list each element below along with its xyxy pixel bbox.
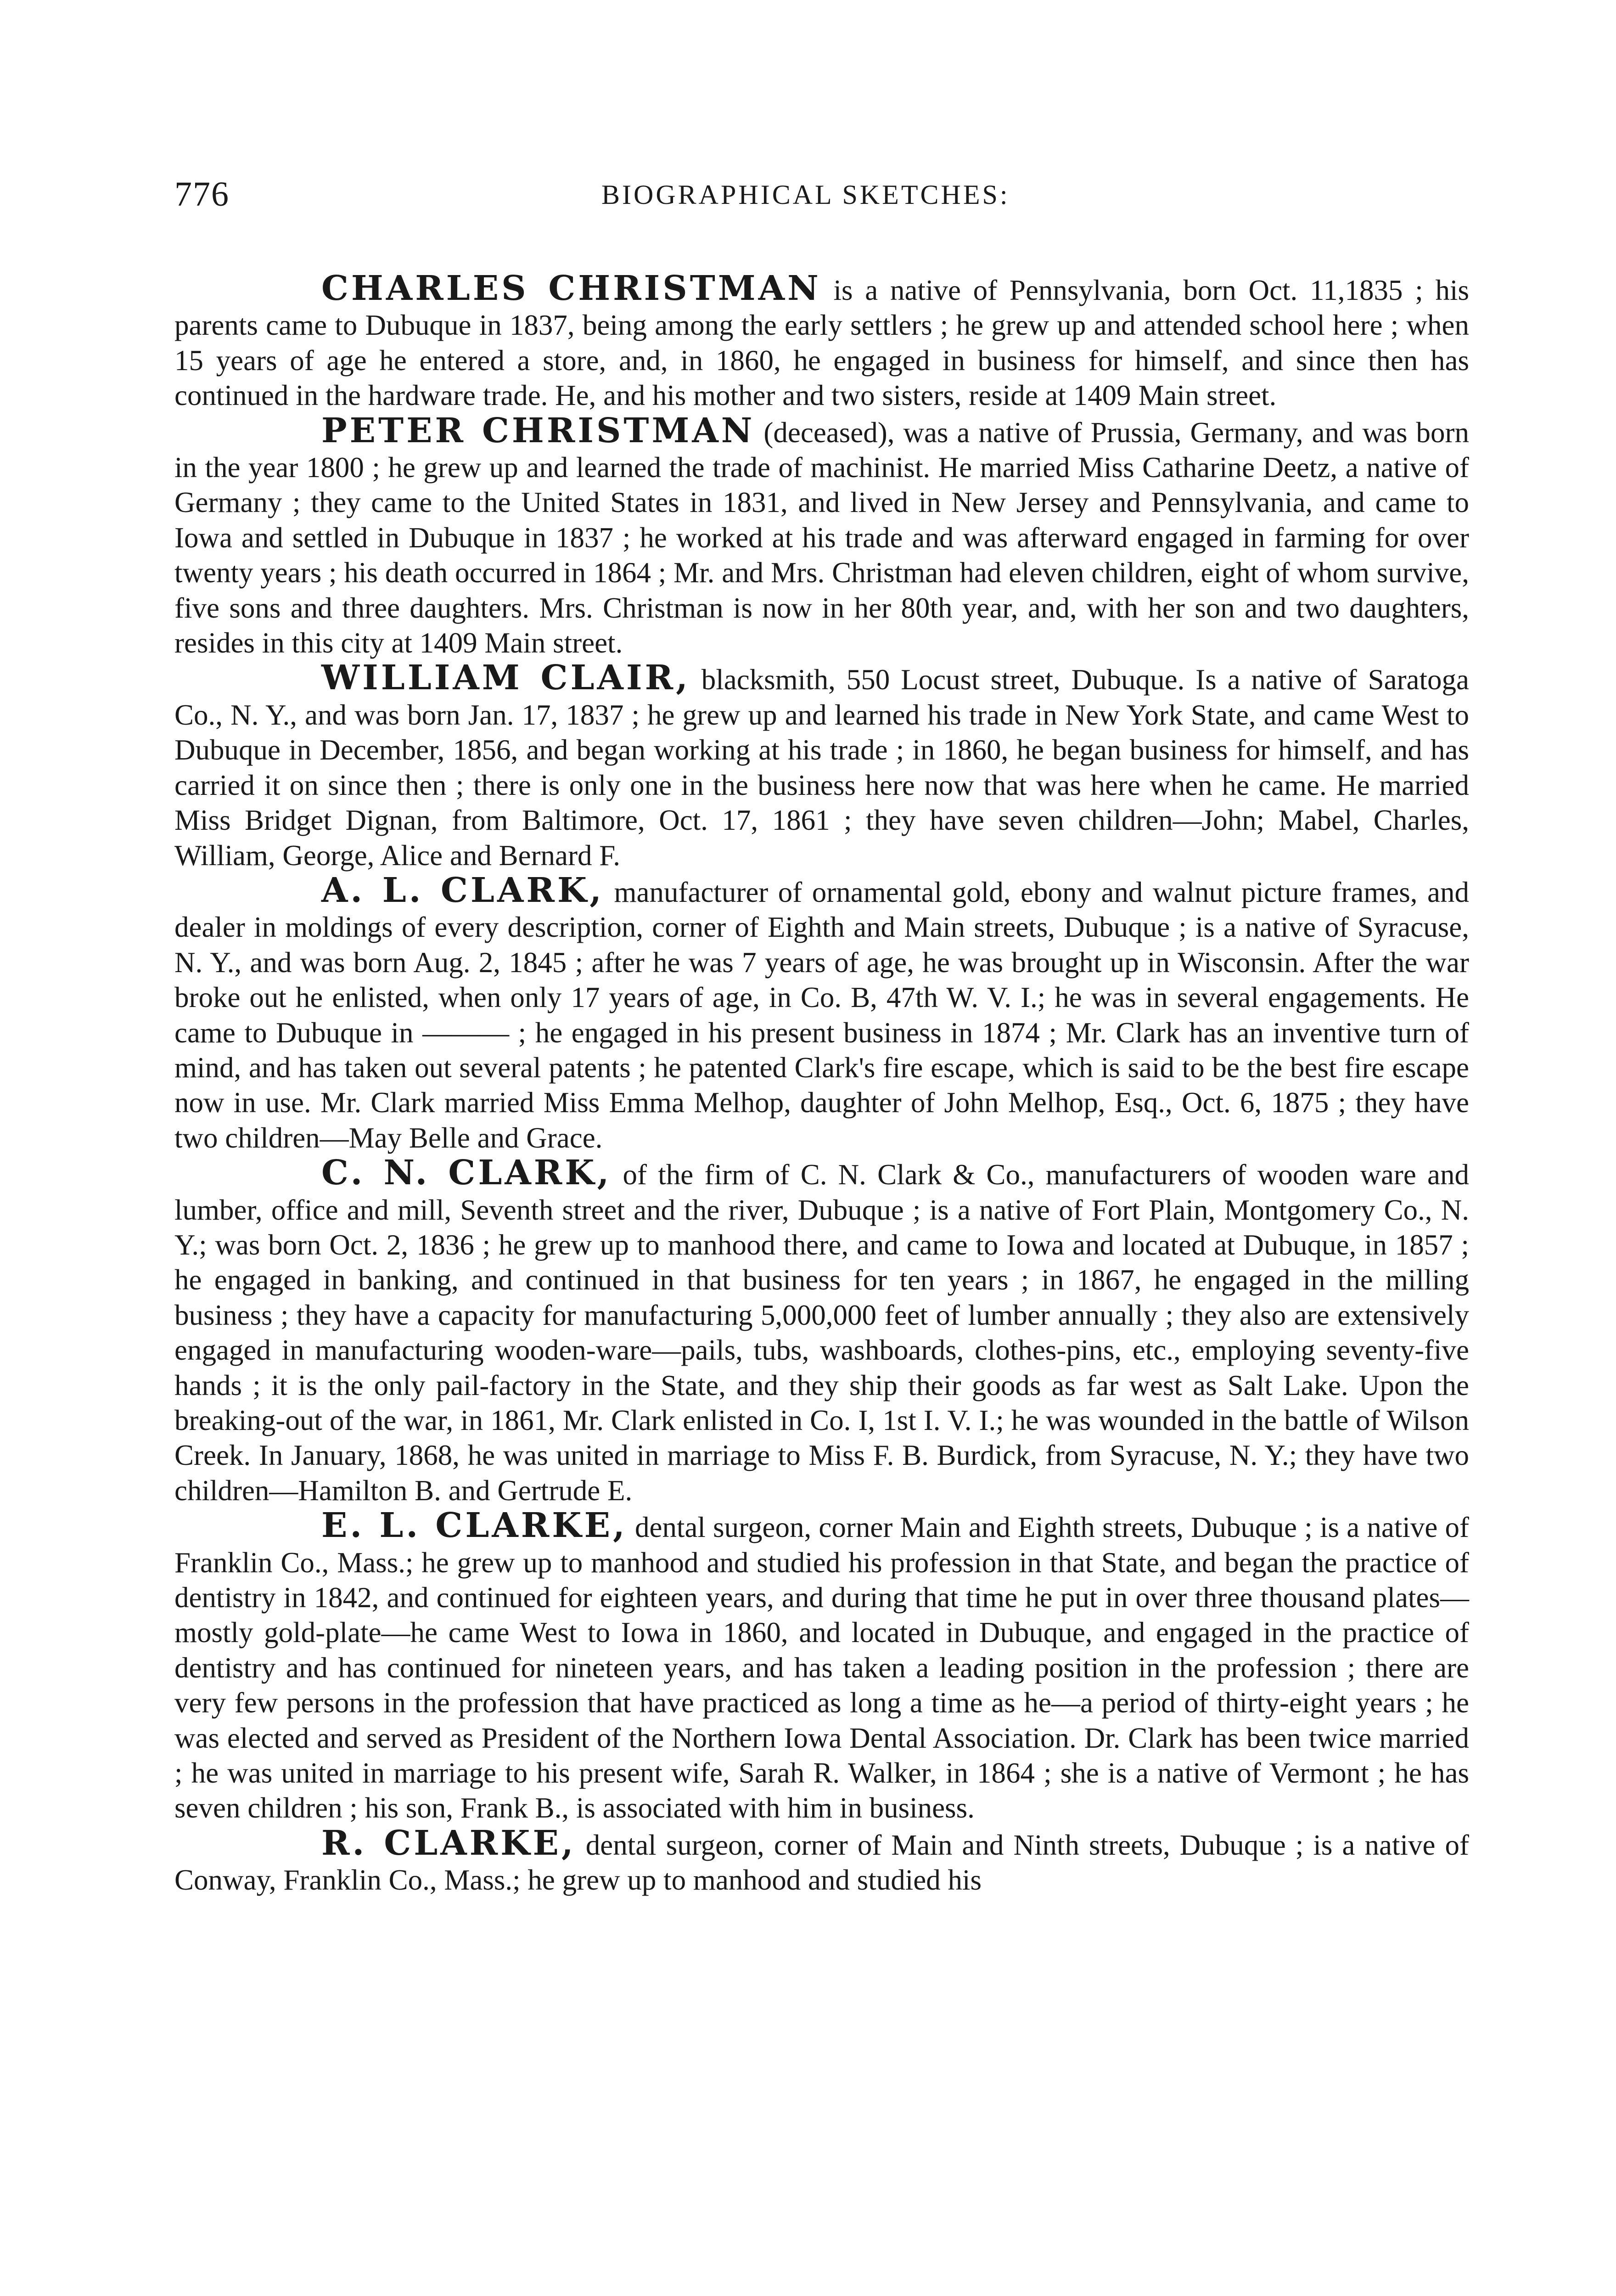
entry-name: CHARLES CHRISTMAN [321,269,821,308]
entry-text: (deceased), was a native of Prussia, Germany, and was born in the year 1800 ; he grew up and learned the trade of machinist. He married Miss Catharine Deetz, a native of Germany ; they came to the United States in 1831, and lived in New Jersey and Pennsylvania, and came to Iowa and settled in Dubuque in 1837 ; he worked at his trade and was afterward engaged in farming for over twenty years ; his death occurred in 1864 ; Mr. and Mrs. Christman had eleven children, eight of whom survive, five sons and three daughters. Mrs. Christman is now in her 80th year, and, with her son and two daughters, resides in this city at 1409 Main street. [174,416,1470,659]
sketch-entry [174,660,1469,872]
sketch-entry [174,1823,1469,1898]
sketch-entry [174,1508,1469,1826]
page-header [174,174,1469,230]
entry-text: is a native of Pennsylvania, born Oct. 11,1835 ; his parents came to Dubuque in 1837, being among the early settlers ; he grew up and attended school here ; when 15 years of age he entered a store, and, in 1860, he engaged in business for himself, and since then has continued in the hardware trade. He, and his mother and two sisters, reside at 1409 Main street. [174,274,1469,412]
entry-text: dental surgeon, corner Main and Eighth streets, Dubuque ; is a native of Franklin Co., Mass.; he grew up to manhood and studied his profession in that State, and began the practice of dentistry in 1842, and continued for eighteen years, and during that time he put in over three thousand plates—mostly gold-plate—he came West to Iowa in 1860, and located in Dubuque, and engaged in the practice of dentistry and has continued for nineteen years, and has taken a leading position in the profession ; there are very few persons in the profession that have practiced as long a time as he—a period of thirty-eight years ; he was elected and served as President of the Northern Iowa Dental Association. Dr. Clark has been twice married ; he was united in marriage to his present wife, Sarah R. Walker, in 1864 ; she is a native of Vermont ; he has seven children ; his son, Frank B., is associated with him in business. [174,1511,1470,1824]
sketch-entry [174,413,1469,661]
sketch-entry [174,271,1469,413]
entry-name: A. L. CLARK, [321,870,604,910]
sketch-list [174,271,1469,1898]
entry-text: of the firm of C. N. Clark & Co., manufacturers of wooden ware and lumber, office and mill, Seventh street and the river, Dubuque ; is a native of Fort Plain, Montgomery Co., N. Y.; was born Oct. 2, 1836 ; he grew up to manhood there, and came to Iowa and located at Dubuque, in 1857 ; he engaged in banking, and continued in that business for ten years ; in 1867, he engaged in the milling business ; they have a capacity for manufacturing 5,000,000 feet of lumber annually ; they also are extensively engaged in manufacturing wooden-ware—pails, tubs, washboards, clothes-pins, etc., employing seventy-five hands ; it is the only pail-factory in the State, and they ship their goods as far west as Salt Lake. Upon the breaking-out of the war, in 1861, Mr. Clark enlisted in Co. I, 1st I. V. I.; he was wounded in the battle of Wilson Creek. In January, 1868, he was united in marriage to Miss F. B. Burdick, from Syracuse, N. Y.; they have two children—Hamilton B. and Gertrude E. [174,1159,1469,1507]
sketch-entry [174,1155,1469,1508]
entry-text: blacksmith, 550 Locust street, Dubuque. Is a native of Saratoga Co., N. Y., and was born Jan. 17, 1837 ; he grew up and learned his trade in New York State, and came West to Dubuque in December, 1856, and began working at his trade ; in 1860, he began business for himself, and has carried it on since then ; there is only one in the business here now that was here when he came. He married Miss Bridget Dignan, from Baltimore, Oct. 17, 1861 ; they have seven children—John; Mabel, Charles, William, George, Alice and Bernard F. [174,664,1469,872]
entry-name: R. CLARKE, [321,1823,576,1863]
entry-name: C. N. CLARK, [321,1153,612,1193]
running-head: BIOGRAPHICAL SKETCHES: [601,180,1010,210]
entry-name: E. L. CLARKE, [321,1506,628,1546]
entry-name: PETER CHRISTMAN [321,411,755,450]
entry-name: WILLIAM CLAIR, [321,658,690,698]
sketch-entry [174,870,1470,1155]
book-page [174,174,1469,1898]
entry-text: dental surgeon, corner of Main and Ninth streets, Dubuque ; is a native of Conway, Franklin Co., Mass.; he grew up to manhood and studied his [174,1829,1469,1896]
entry-text: manufacturer of ornamental gold, ebony and walnut picture frames, and dealer in moldings of every description, corner of Eighth and Main streets, Dubuque ; is a native of Syracuse, N. Y., and was born Aug. 2, 1845 ; after he was 7 years of age, he was brought up in Wisconsin. After the war broke out he enlisted, when only 17 years of age, in Co. B, 47th W. V. I.; he was in several engagements. He came to Dubuque in ——— ; he engaged in his present business in 1874 ; Mr. Clark has an inventive turn of mind, and has taken out several patents ; he patented Clark's fire escape, which is said to be the best fire escape now in use. Mr. Clark married Miss Emma Melhop, daughter of John Melhop, Esq., Oct. 6, 1875 ; they have two children—May Belle and Grace. [174,876,1470,1154]
page-number: 776 [174,175,230,214]
